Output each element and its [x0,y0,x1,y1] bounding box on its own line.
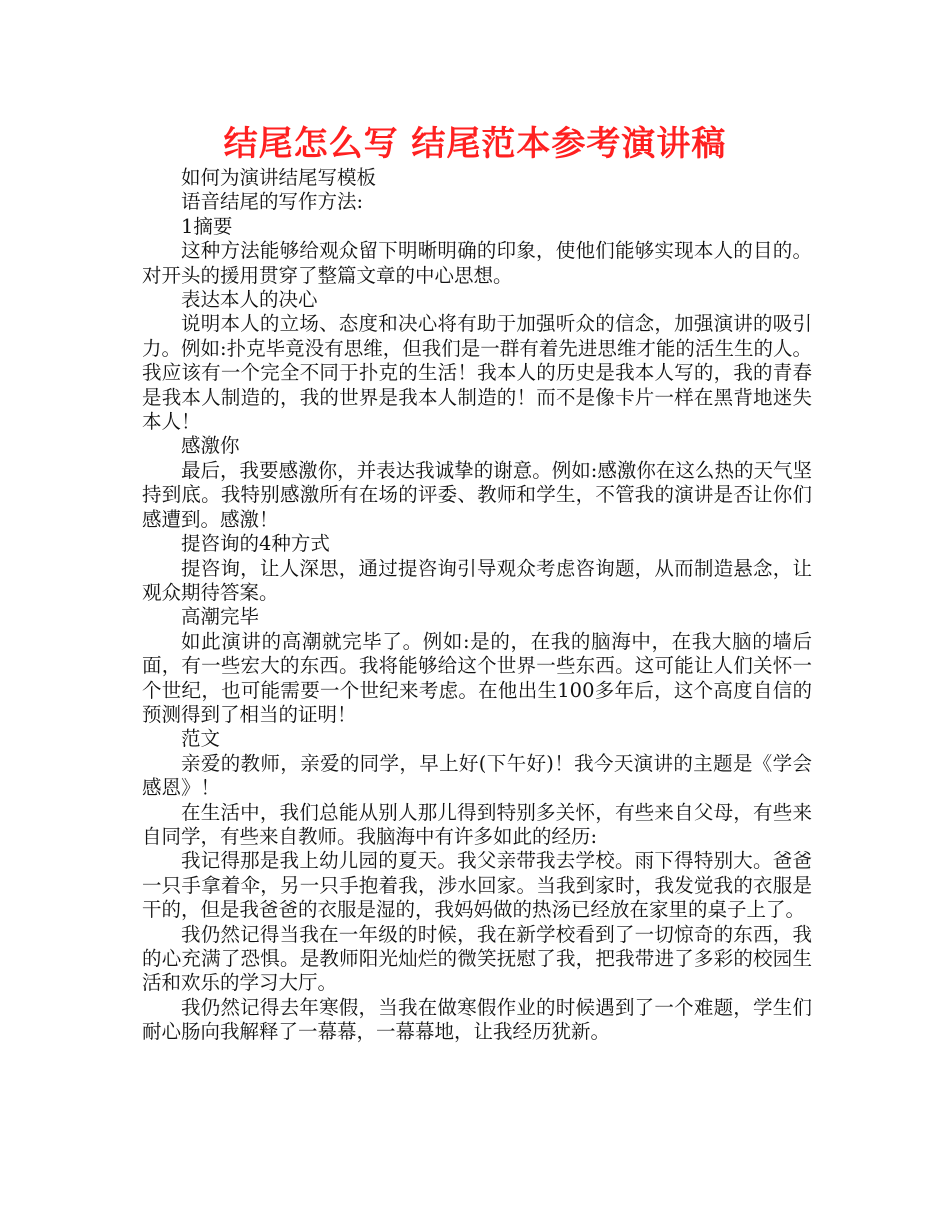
paragraph-summary-text: 这种方法能够给观众留下明晰明确的印象，使他们能够实现本人的目的。对开头的援用贯穿了整篇文章的中心思想。 [142,239,812,287]
paragraph-climax-heading: 高潮完毕 [181,605,260,629]
paragraph-climax-text: 如此演讲的高潮就完毕了。例如:是的，在我的脑海中，在我大脑的墙后面，有一些宏大的东西。我将能够给这个世界一些东西。这可能让人们关怀一个世纪，也可能需要一个世纪来考虑。在他出生100多年后，这个高度自信的预测得到了相当的证明！ [142,629,812,726]
paragraph-sample-care: 在生活中，我们总能从别人那儿得到特别多关怀，有些来自父母，有些来自同学，有些来自教师。我脑海中有许多如此的经历: [142,800,812,848]
paragraph-sample-heading: 范文 [181,727,221,751]
paragraph-method-heading: 语音结尾的写作方法: [181,190,364,214]
paragraph-sample-kindergarten: 我记得那是我上幼儿园的夏天。我父亲带我去学校。雨下得特别大。爸爸一只手拿着伞，另一只手抱着我，涉水回家。当我到家时，我发觉我的衣服是干的，但是我爸爸的衣服是湿的，我妈妈做的热汤已经放在家里的桌子上了。 [142,849,812,922]
paragraph-determination-heading: 表达本人的决心 [181,288,318,312]
paragraph-summary-heading: 1摘要 [181,214,233,238]
paragraph-sample-greeting: 亲爱的教师，亲爱的同学，早上好(下午好)！我今天演讲的主题是《学会感恩》！ [142,751,812,800]
paragraph-determination-text: 说明本人的立场、态度和决心将有助于加强听众的信念，加强演讲的吸引力。例如:扑克毕竟没有思维，但我们是一群有着先进思维才能的活生生的人。我应该有一个完全不同于扑克的生活！我本人的历史是我本人写的，我的青春是我本人制造的，我的世界是我本人制造的！而不是像卡片一样在黑背地迷失本人！ [142,312,812,434]
paragraph-questions-heading: 提咨询的4种方式 [181,532,330,556]
paragraph-sample-winter-break: 我仍然记得去年寒假，当我在做寒假作业的时候遇到了一个难题，学生们耐心肠向我解释了一幕幕，一幕幕地，让我经历犹新。 [142,995,812,1044]
paragraph-questions-text: 提咨询，让人深思，通过提咨询引导观众考虑咨询题，从而制造悬念，让观众期待答案。 [142,556,812,604]
paragraph-sample-first-grade: 我仍然记得当我在一年级的时候，我在新学校看到了一切惊奇的东西，我的心充满了恐惧。是教师阳光灿烂的微笑抚慰了我，把我带进了多彩的校园生活和欢乐的学习大厅。 [142,922,812,995]
document-body [142,166,812,1045]
document-title: 结尾怎么写 结尾范本参考演讲稿 [223,124,727,164]
paragraph-thanks-heading: 感激你 [181,434,240,458]
paragraph-template-heading: 如何为演讲结尾写模板 [181,166,377,189]
paragraph-thanks-text: 最后，我要感激你，并表达我诚挚的谢意。例如:感激你在这么热的天气坚持到底。我特别感激所有在场的评委、教师和学生，不管我的演讲是否让你们感遭到。感激！ [142,458,812,531]
